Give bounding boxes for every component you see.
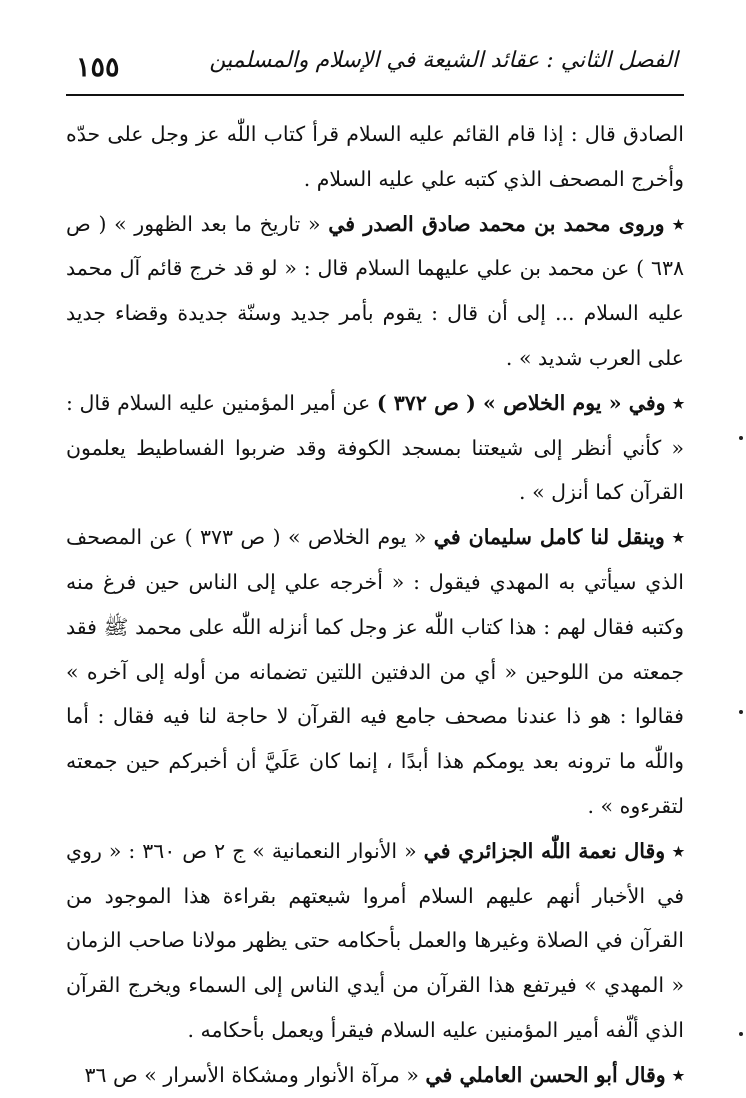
bold-lead-in: وينقل لنا كامل سليمان في: [433, 525, 665, 550]
paragraph-text: عن أمير المؤمنين عليه السلام قال : « كأني أنظر إلى شيعتنا بمسجد الكوفة وقد ضربوا الفساطيط يعلمون القرآن كما أنزل » .: [66, 390, 684, 505]
paragraph-6: [66, 1053, 684, 1098]
paragraph-4: [66, 515, 684, 829]
paragraph-2: [66, 202, 684, 381]
paragraph-text: « الأنوار النعمانية » ج ٢ ص ٣٦٠ : « روي في الأخبار أنهم عليهم السلام أمروا شيعتهم بقراءة هذا الموجود من القرآن في الصلاة وغيرها والعمل بأحكامه حتى يظهر مولانا صاحب الزمان « المهدي » فيرتفع هذا القرآن من أيدي الناس إلى السماء ويخرج القرآن الذي ألّفه أمير المؤمنين عليه السلام فيقرأ ويعمل بأحكامه .: [66, 838, 684, 1042]
bold-lead-in: وروى محمد بن محمد صادق الصدر في: [328, 211, 665, 236]
bold-lead-in: وفي « يوم الخلاص » ( ص ٣٧٢ ): [376, 390, 666, 415]
bold-lead-in: وقال أبو الحسن العاملي في: [425, 1062, 666, 1087]
body-text: [66, 112, 684, 1098]
paragraph-5: [66, 829, 684, 1053]
bullet-mark: ٭: [665, 1062, 684, 1087]
page-number: ١٥٥: [76, 52, 120, 83]
scan-speck: [739, 710, 743, 714]
header-rule: [66, 94, 684, 96]
bullet-mark: ٭: [665, 390, 684, 415]
paragraph-text: « يوم الخلاص » ( ص ٣٧٣ ) عن المصحف الذي سيأتي به المهدي فيقول : « أخرجه علي إلى الناس حين فرغ منه وكتبه فقال لهم : هذا كتاب اللّٰه عز وجل كما أنزله اللّٰه على محمد ﷺ فقد جمعته من اللوحين « أي من الدفتين اللتين تضمانه من أوله إلى آخره » فقالوا : هو ذا عندنا مصحف جامع فيه القرآن لا حاجة لنا فيه فقال : أما واللّٰه ما ترونه بعد يومكم هذا أبدًا ، إنما كان عَلَيَّ أن أخبركم حين جمعته لتقرءوه » .: [66, 525, 684, 818]
bullet-mark: ٭: [665, 838, 684, 863]
running-title: الفصل الثاني : عقائد الشيعة في الإسلام والمسلمين: [209, 48, 678, 73]
paragraph-text: الصادق قال : إذا قام القائم عليه السلام قرأ كتاب اللّٰه عز وجل على حدّه وأخرج المصحف الذي كتبه علي عليه السلام .: [66, 122, 684, 191]
bullet-mark: ٭: [664, 525, 684, 550]
paragraph-text: « مرآة الأنوار ومشكاة الأسرار » ص ٣٦: [84, 1062, 426, 1087]
bullet-mark: ٭: [664, 211, 684, 236]
scan-speck: [739, 436, 743, 440]
paragraph-text: « تاريخ ما بعد الظهور » ( ص ٦٣٨ ) عن محمد بن علي عليهما السلام قال : « لو قد خرج قائم آل محمد عليه السلام ... إلى أن قال : يقوم بأمر جديد وسنّة جديدة وقضاء جديد على العرب شديد » .: [66, 211, 684, 370]
paragraph-1: [66, 112, 684, 202]
page-header: [62, 44, 684, 90]
bold-lead-in: وقال نعمة اللّٰه الجزائري في: [423, 838, 666, 863]
paragraph-3: [66, 381, 684, 515]
scan-speck: [739, 1032, 743, 1036]
